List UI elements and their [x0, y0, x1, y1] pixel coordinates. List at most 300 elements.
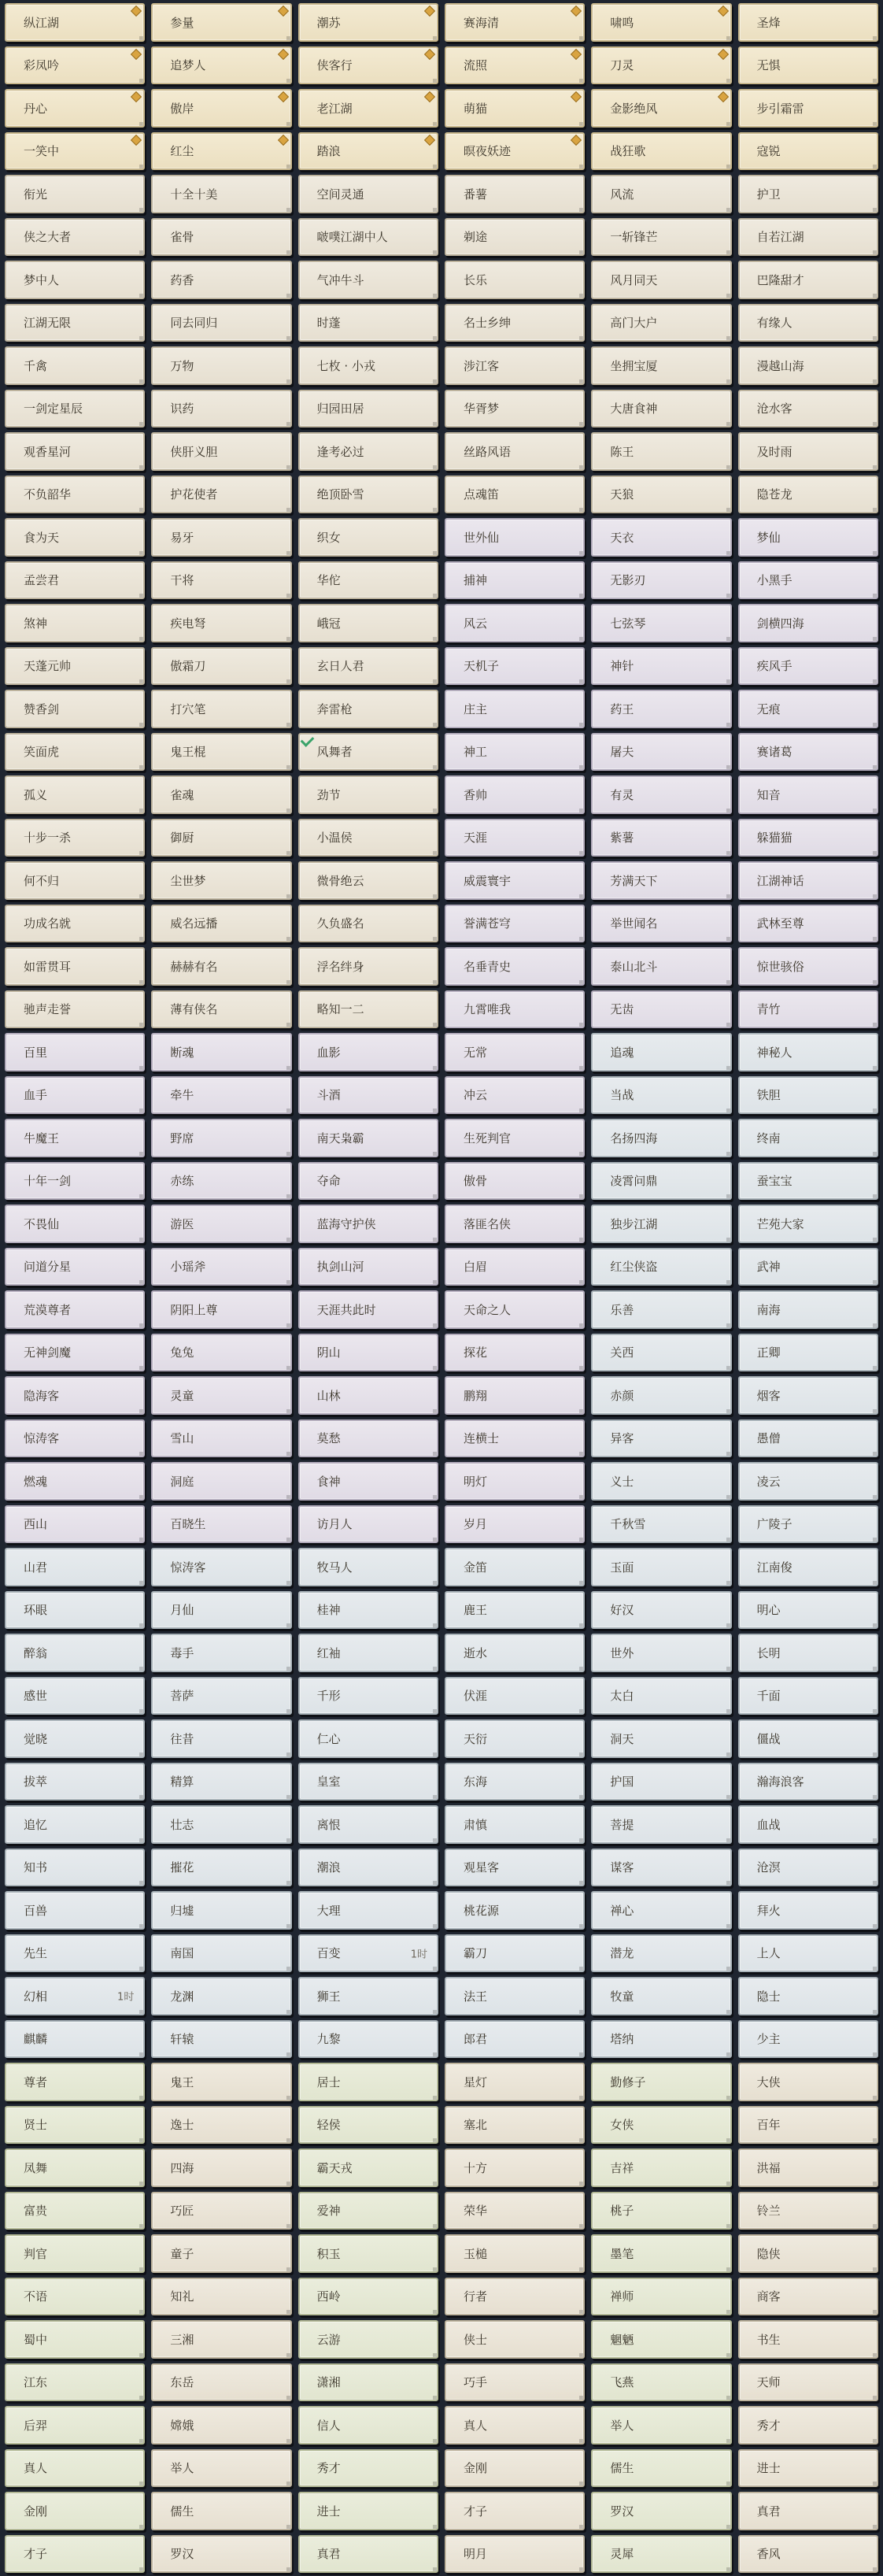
- title-card[interactable]: [298, 132, 438, 171]
- title-card[interactable]: [738, 905, 878, 943]
- title-card[interactable]: [151, 1334, 291, 1372]
- title-card[interactable]: [445, 1634, 585, 1672]
- title-card[interactable]: [5, 2320, 145, 2359]
- title-card[interactable]: [298, 1162, 438, 1201]
- title-card[interactable]: [298, 1805, 438, 1844]
- title-card[interactable]: [298, 990, 438, 1029]
- title-card[interactable]: [445, 1162, 585, 1201]
- title-card[interactable]: [738, 46, 878, 85]
- title-card[interactable]: [151, 905, 291, 943]
- title-card[interactable]: [445, 947, 585, 986]
- title-card[interactable]: [151, 132, 291, 171]
- title-card[interactable]: [591, 2192, 731, 2230]
- title-card[interactable]: [151, 990, 291, 1029]
- title-card[interactable]: [591, 733, 731, 772]
- title-card[interactable]: [298, 2406, 438, 2445]
- title-card[interactable]: [298, 2449, 438, 2488]
- title-card[interactable]: [738, 2234, 878, 2273]
- title-card[interactable]: [151, 175, 291, 213]
- title-card[interactable]: [298, 561, 438, 600]
- title-card[interactable]: [591, 2535, 731, 2574]
- title-card[interactable]: [591, 1934, 731, 1973]
- title-card[interactable]: [591, 990, 731, 1029]
- title-card[interactable]: [445, 1849, 585, 1887]
- title-card[interactable]: [445, 861, 585, 900]
- title-card[interactable]: [298, 2063, 438, 2101]
- title-card[interactable]: [5, 1334, 145, 1372]
- title-card[interactable]: [151, 89, 291, 128]
- title-card[interactable]: [738, 647, 878, 686]
- title-card[interactable]: [738, 1419, 878, 1458]
- title-card[interactable]: [5, 175, 145, 213]
- title-card[interactable]: [298, 518, 438, 557]
- title-card[interactable]: [738, 132, 878, 171]
- title-card[interactable]: [738, 1334, 878, 1372]
- title-card[interactable]: [738, 476, 878, 514]
- title-card[interactable]: [591, 2320, 731, 2359]
- title-card[interactable]: [738, 1891, 878, 1930]
- title-card[interactable]: [151, 2149, 291, 2187]
- title-card[interactable]: [151, 1162, 291, 1201]
- title-card[interactable]: [591, 2363, 731, 2402]
- title-card[interactable]: [5, 947, 145, 986]
- title-card[interactable]: [738, 2278, 878, 2316]
- title-card[interactable]: [5, 1805, 145, 1844]
- title-card[interactable]: [298, 3, 438, 42]
- title-card[interactable]: [298, 1505, 438, 1544]
- title-card[interactable]: [298, 690, 438, 728]
- title-card[interactable]: [151, 1462, 291, 1501]
- title-card[interactable]: [591, 604, 731, 642]
- title-card[interactable]: [738, 304, 878, 342]
- title-card[interactable]: [5, 3, 145, 42]
- title-card[interactable]: [5, 132, 145, 171]
- title-card[interactable]: [5, 2449, 145, 2488]
- title-card[interactable]: [5, 1934, 145, 1973]
- title-card[interactable]: [298, 1677, 438, 1715]
- title-card[interactable]: [5, 46, 145, 85]
- title-card[interactable]: [445, 2449, 585, 2488]
- title-card[interactable]: [5, 2535, 145, 2574]
- title-card[interactable]: [738, 2106, 878, 2145]
- title-card[interactable]: [151, 390, 291, 428]
- title-card[interactable]: [298, 2234, 438, 2273]
- title-card[interactable]: [151, 1376, 291, 1415]
- title-card[interactable]: [738, 1763, 878, 1801]
- title-card[interactable]: [151, 1891, 291, 1930]
- title-card[interactable]: [445, 2063, 585, 2101]
- title-card[interactable]: [738, 1849, 878, 1887]
- title-card[interactable]: [298, 1849, 438, 1887]
- title-card[interactable]: [738, 1033, 878, 1071]
- title-card[interactable]: [151, 1119, 291, 1157]
- title-card[interactable]: [151, 1849, 291, 1887]
- title-card[interactable]: [298, 1891, 438, 1930]
- title-card[interactable]: [5, 1719, 145, 1758]
- title-card[interactable]: [5, 1849, 145, 1887]
- title-card[interactable]: [738, 1376, 878, 1415]
- title-card[interactable]: [298, 947, 438, 986]
- title-card[interactable]: [738, 1162, 878, 1201]
- title-card[interactable]: [5, 2063, 145, 2101]
- title-card[interactable]: [591, 2020, 731, 2059]
- title-card[interactable]: [445, 733, 585, 772]
- title-card[interactable]: [5, 1290, 145, 1329]
- title-card[interactable]: [5, 1248, 145, 1286]
- title-card[interactable]: [5, 733, 145, 772]
- title-card[interactable]: [738, 2535, 878, 2574]
- title-card[interactable]: [5, 1634, 145, 1672]
- title-card[interactable]: [591, 1849, 731, 1887]
- title-card[interactable]: [5, 432, 145, 471]
- title-card[interactable]: [591, 2449, 731, 2488]
- title-card[interactable]: [445, 2020, 585, 2059]
- title-card[interactable]: [5, 304, 145, 342]
- title-card[interactable]: [445, 1119, 585, 1157]
- title-card[interactable]: [298, 819, 438, 857]
- title-card[interactable]: [298, 2535, 438, 2574]
- title-card[interactable]: [445, 1462, 585, 1501]
- title-card[interactable]: [298, 1934, 438, 1973]
- title-card[interactable]: [298, 2192, 438, 2230]
- title-card[interactable]: [445, 46, 585, 85]
- title-card[interactable]: [738, 1677, 878, 1715]
- title-card[interactable]: [738, 990, 878, 1029]
- title-card[interactable]: [591, 1419, 731, 1458]
- title-card[interactable]: [445, 1076, 585, 1115]
- title-card[interactable]: [298, 1763, 438, 1801]
- title-card[interactable]: [738, 733, 878, 772]
- title-card[interactable]: [151, 690, 291, 728]
- title-card[interactable]: [298, 346, 438, 385]
- title-card[interactable]: [298, 1977, 438, 2015]
- title-card[interactable]: [298, 775, 438, 814]
- title-card[interactable]: [5, 346, 145, 385]
- title-card[interactable]: [445, 2363, 585, 2402]
- title-card[interactable]: [591, 132, 731, 171]
- title-card[interactable]: [738, 390, 878, 428]
- title-card[interactable]: [298, 2149, 438, 2187]
- title-card[interactable]: [445, 89, 585, 128]
- title-card[interactable]: [151, 261, 291, 299]
- title-card[interactable]: [591, 1591, 731, 1630]
- title-card[interactable]: [445, 1248, 585, 1286]
- title-card[interactable]: [5, 647, 145, 686]
- title-card[interactable]: [5, 2149, 145, 2187]
- title-card[interactable]: [738, 175, 878, 213]
- title-card[interactable]: [738, 432, 878, 471]
- title-card[interactable]: [445, 2192, 585, 2230]
- title-card[interactable]: [298, 1462, 438, 1501]
- title-card[interactable]: [738, 89, 878, 128]
- title-card[interactable]: [591, 861, 731, 900]
- title-card[interactable]: [5, 2192, 145, 2230]
- title-card[interactable]: [445, 1591, 585, 1630]
- title-card[interactable]: [738, 1934, 878, 1973]
- title-card[interactable]: [5, 775, 145, 814]
- title-card[interactable]: [445, 1805, 585, 1844]
- title-card[interactable]: [445, 775, 585, 814]
- title-card[interactable]: [445, 3, 585, 42]
- title-card[interactable]: [738, 2449, 878, 2488]
- title-card[interactable]: [445, 2320, 585, 2359]
- title-card[interactable]: [738, 2149, 878, 2187]
- title-card[interactable]: [591, 1119, 731, 1157]
- title-card[interactable]: [151, 1419, 291, 1458]
- title-card[interactable]: [151, 2278, 291, 2316]
- title-card[interactable]: [151, 1548, 291, 1586]
- title-card[interactable]: [445, 1934, 585, 1973]
- title-card[interactable]: [738, 819, 878, 857]
- title-card[interactable]: [445, 2492, 585, 2530]
- title-card[interactable]: [151, 2492, 291, 2530]
- title-card[interactable]: [591, 3, 731, 42]
- title-card[interactable]: [298, 304, 438, 342]
- title-card[interactable]: [445, 690, 585, 728]
- title-card[interactable]: [298, 1119, 438, 1157]
- title-card[interactable]: [445, 1419, 585, 1458]
- title-card[interactable]: [591, 1763, 731, 1801]
- title-card[interactable]: [591, 1977, 731, 2015]
- title-card[interactable]: [298, 905, 438, 943]
- title-card[interactable]: [298, 1334, 438, 1372]
- title-card[interactable]: [298, 1290, 438, 1329]
- title-card[interactable]: [298, 2106, 438, 2145]
- title-card[interactable]: [738, 775, 878, 814]
- title-card[interactable]: [591, 304, 731, 342]
- title-card[interactable]: [5, 2234, 145, 2273]
- title-card[interactable]: [445, 819, 585, 857]
- title-card[interactable]: [151, 1076, 291, 1115]
- title-card[interactable]: [5, 905, 145, 943]
- title-card[interactable]: [591, 175, 731, 213]
- title-card[interactable]: [151, 861, 291, 900]
- title-card[interactable]: [591, 1548, 731, 1586]
- title-card[interactable]: [445, 604, 585, 642]
- title-card[interactable]: [298, 1591, 438, 1630]
- title-card[interactable]: [298, 1634, 438, 1672]
- title-card[interactable]: [298, 1719, 438, 1758]
- title-card[interactable]: [298, 1376, 438, 1415]
- title-card[interactable]: [5, 1462, 145, 1501]
- title-card[interactable]: [591, 1076, 731, 1115]
- title-card[interactable]: [591, 690, 731, 728]
- title-card[interactable]: [445, 561, 585, 600]
- title-card[interactable]: [591, 2492, 731, 2530]
- title-card[interactable]: [5, 2106, 145, 2145]
- title-card[interactable]: [151, 3, 291, 42]
- title-card[interactable]: [738, 1977, 878, 2015]
- title-card[interactable]: [151, 819, 291, 857]
- title-card[interactable]: [5, 990, 145, 1029]
- title-card[interactable]: [738, 2406, 878, 2445]
- title-card[interactable]: [5, 1205, 145, 1243]
- title-card[interactable]: [5, 1505, 145, 1544]
- title-card[interactable]: [445, 1334, 585, 1372]
- title-card[interactable]: [738, 2363, 878, 2402]
- title-card[interactable]: [151, 476, 291, 514]
- title-card[interactable]: [151, 1719, 291, 1758]
- title-card[interactable]: [445, 304, 585, 342]
- title-card[interactable]: [591, 2149, 731, 2187]
- title-card[interactable]: [151, 432, 291, 471]
- title-card[interactable]: [591, 1290, 731, 1329]
- title-card[interactable]: [5, 261, 145, 299]
- title-card[interactable]: [151, 1934, 291, 1973]
- title-card[interactable]: [591, 261, 731, 299]
- title-card[interactable]: [738, 1505, 878, 1544]
- title-card[interactable]: [591, 2278, 731, 2316]
- title-card[interactable]: [591, 1462, 731, 1501]
- title-card[interactable]: [298, 261, 438, 299]
- title-card[interactable]: [151, 2406, 291, 2445]
- title-card[interactable]: [151, 2535, 291, 2574]
- title-card[interactable]: [738, 1591, 878, 1630]
- title-card[interactable]: [738, 861, 878, 900]
- title-card[interactable]: [591, 518, 731, 557]
- title-card[interactable]: [298, 476, 438, 514]
- title-card[interactable]: [738, 2492, 878, 2530]
- title-card[interactable]: [5, 390, 145, 428]
- title-card[interactable]: [298, 2278, 438, 2316]
- title-card[interactable]: [151, 1290, 291, 1329]
- title-card[interactable]: [5, 2406, 145, 2445]
- title-card[interactable]: [151, 1033, 291, 1071]
- title-card[interactable]: [445, 432, 585, 471]
- title-card[interactable]: [445, 905, 585, 943]
- title-card[interactable]: [151, 947, 291, 986]
- title-card[interactable]: [445, 1033, 585, 1071]
- title-card[interactable]: [738, 2063, 878, 2101]
- title-card[interactable]: [738, 947, 878, 986]
- title-card[interactable]: [298, 1548, 438, 1586]
- title-card[interactable]: [445, 1719, 585, 1758]
- title-card[interactable]: [738, 1290, 878, 1329]
- title-card[interactable]: [298, 46, 438, 85]
- title-card[interactable]: [738, 346, 878, 385]
- title-card[interactable]: [445, 1376, 585, 1415]
- title-card[interactable]: [591, 1805, 731, 1844]
- title-card[interactable]: [151, 1505, 291, 1544]
- title-card[interactable]: [591, 819, 731, 857]
- title-card[interactable]: [591, 1334, 731, 1372]
- title-card[interactable]: [738, 1719, 878, 1758]
- title-card[interactable]: [298, 1205, 438, 1243]
- title-card[interactable]: [591, 346, 731, 385]
- title-card[interactable]: [298, 218, 438, 257]
- title-card[interactable]: [445, 518, 585, 557]
- title-card[interactable]: [445, 647, 585, 686]
- title-card[interactable]: [5, 476, 145, 514]
- title-card[interactable]: [591, 46, 731, 85]
- title-card[interactable]: [151, 604, 291, 642]
- title-card[interactable]: [738, 604, 878, 642]
- title-card[interactable]: [445, 1891, 585, 1930]
- title-card[interactable]: [591, 1634, 731, 1672]
- title-card[interactable]: [738, 218, 878, 257]
- title-card[interactable]: [5, 1162, 145, 1201]
- title-card[interactable]: [738, 261, 878, 299]
- title-card[interactable]: [445, 1505, 585, 1544]
- title-card[interactable]: [5, 1119, 145, 1157]
- title-card[interactable]: [445, 1763, 585, 1801]
- title-card[interactable]: [5, 561, 145, 600]
- title-card[interactable]: [591, 89, 731, 128]
- title-card[interactable]: [5, 819, 145, 857]
- title-card[interactable]: [445, 476, 585, 514]
- title-card[interactable]: [591, 1376, 731, 1415]
- title-card[interactable]: [5, 690, 145, 728]
- title-card[interactable]: [151, 46, 291, 85]
- title-card[interactable]: [445, 346, 585, 385]
- title-card[interactable]: [298, 2363, 438, 2402]
- title-card[interactable]: [151, 733, 291, 772]
- title-card[interactable]: [298, 432, 438, 471]
- title-card[interactable]: [445, 1290, 585, 1329]
- title-card[interactable]: [298, 733, 438, 772]
- title-card[interactable]: [591, 647, 731, 686]
- title-card[interactable]: [151, 1805, 291, 1844]
- title-card[interactable]: [738, 690, 878, 728]
- title-card[interactable]: [5, 2363, 145, 2402]
- title-card[interactable]: [738, 1805, 878, 1844]
- title-card[interactable]: [445, 218, 585, 257]
- title-card[interactable]: [738, 1076, 878, 1115]
- title-card[interactable]: [445, 132, 585, 171]
- title-card[interactable]: [298, 1419, 438, 1458]
- title-card[interactable]: [151, 2449, 291, 2488]
- title-card[interactable]: [738, 561, 878, 600]
- title-card[interactable]: [591, 905, 731, 943]
- title-card[interactable]: [151, 1205, 291, 1243]
- title-card[interactable]: [445, 1205, 585, 1243]
- title-card[interactable]: [445, 1548, 585, 1586]
- title-card[interactable]: [591, 947, 731, 986]
- title-card[interactable]: [151, 346, 291, 385]
- title-card[interactable]: [591, 432, 731, 471]
- title-card[interactable]: [5, 1763, 145, 1801]
- title-card[interactable]: [591, 2106, 731, 2145]
- title-card[interactable]: [591, 1162, 731, 1201]
- title-card[interactable]: [5, 861, 145, 900]
- title-card[interactable]: [298, 2020, 438, 2059]
- title-card[interactable]: [298, 1248, 438, 1286]
- title-card[interactable]: [151, 2320, 291, 2359]
- title-card[interactable]: [151, 1763, 291, 1801]
- title-card[interactable]: [591, 1205, 731, 1243]
- title-card[interactable]: [151, 518, 291, 557]
- title-card[interactable]: [445, 1977, 585, 2015]
- title-card[interactable]: [591, 1505, 731, 1544]
- title-card[interactable]: [5, 2020, 145, 2059]
- title-card[interactable]: [445, 390, 585, 428]
- title-card[interactable]: [445, 2234, 585, 2273]
- title-card[interactable]: [151, 2234, 291, 2273]
- title-card[interactable]: [5, 1891, 145, 1930]
- title-card[interactable]: [5, 1677, 145, 1715]
- title-card[interactable]: [5, 89, 145, 128]
- title-card[interactable]: [5, 1076, 145, 1115]
- title-card[interactable]: [298, 861, 438, 900]
- title-card[interactable]: [5, 604, 145, 642]
- title-card[interactable]: [445, 2535, 585, 2574]
- title-card[interactable]: [591, 1033, 731, 1071]
- title-card[interactable]: [151, 2020, 291, 2059]
- title-card[interactable]: [151, 775, 291, 814]
- title-card[interactable]: [151, 561, 291, 600]
- title-card[interactable]: [445, 175, 585, 213]
- title-card[interactable]: [298, 2492, 438, 2530]
